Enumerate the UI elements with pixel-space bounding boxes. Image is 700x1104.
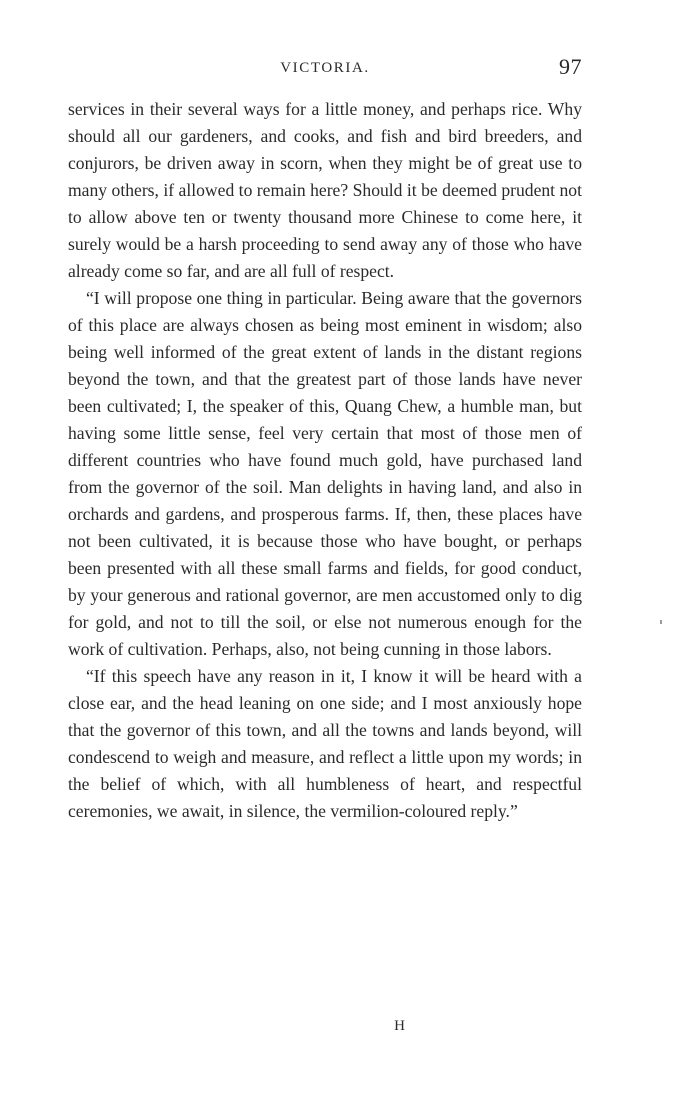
paragraph-proposal: “I will propose one thing in particular. Being aware that the governors of this place are always chosen as being most eminent in wisdom; also being well informed of the great extent of lands in the distant regions beyond the town, and that the greatest part of those lands have never been cultivated; I, the speaker of this, Quang Chew, a humble man, but having some little sense, feel very certain that most of those men of different countries who have found much gold, have purchased land from the governor of the soil. Man delights in having land, and also in orchards and gardens, and prosperous farms. If, then, these places have not been cultivated, it is because those who have bought, or perhaps been presented with all these small farms and fields, for good conduct, by your generous and rational governor, are men accustomed only to dig for gold, and not to till the soil, or else not numerous enough for the work of cultivation. Perhaps, also, not being cunning in those labors. (68, 288, 582, 659)
signature-mark: H (394, 1018, 406, 1034)
paragraph-continued: services in their several ways for a little money, and perhaps rice. Why should all our gardeners, and cooks, and fish and bird breeders, and conjurors, be driven away in scorn, when they might be of great use to many others, if allowed to remain here? Should it be deemed prudent not to allow above ten or twenty thousand more Chinese to come here, it surely would be a harsh proceeding to send away any of those who have already come so far, and are all full of respect. (68, 99, 582, 281)
page-number: 97 (559, 54, 582, 79)
running-title: VICTORIA. (280, 60, 370, 76)
paragraph-closing: “If this speech have any reason in it, I know it will be heard with a close ear, and the head leaning on one side; and I most anxiously hope that the governor of this town, and all the towns and lands beyond, will condescend to weigh and measure, and reflect a little upon my words; in the belief of which, with all humbleness of heart, and respectful ceremonies, we await, in silence, the vermilion-coloured reply.” (68, 666, 582, 821)
running-head (68, 54, 582, 88)
margin-speck (660, 620, 662, 624)
body-text (68, 96, 582, 825)
